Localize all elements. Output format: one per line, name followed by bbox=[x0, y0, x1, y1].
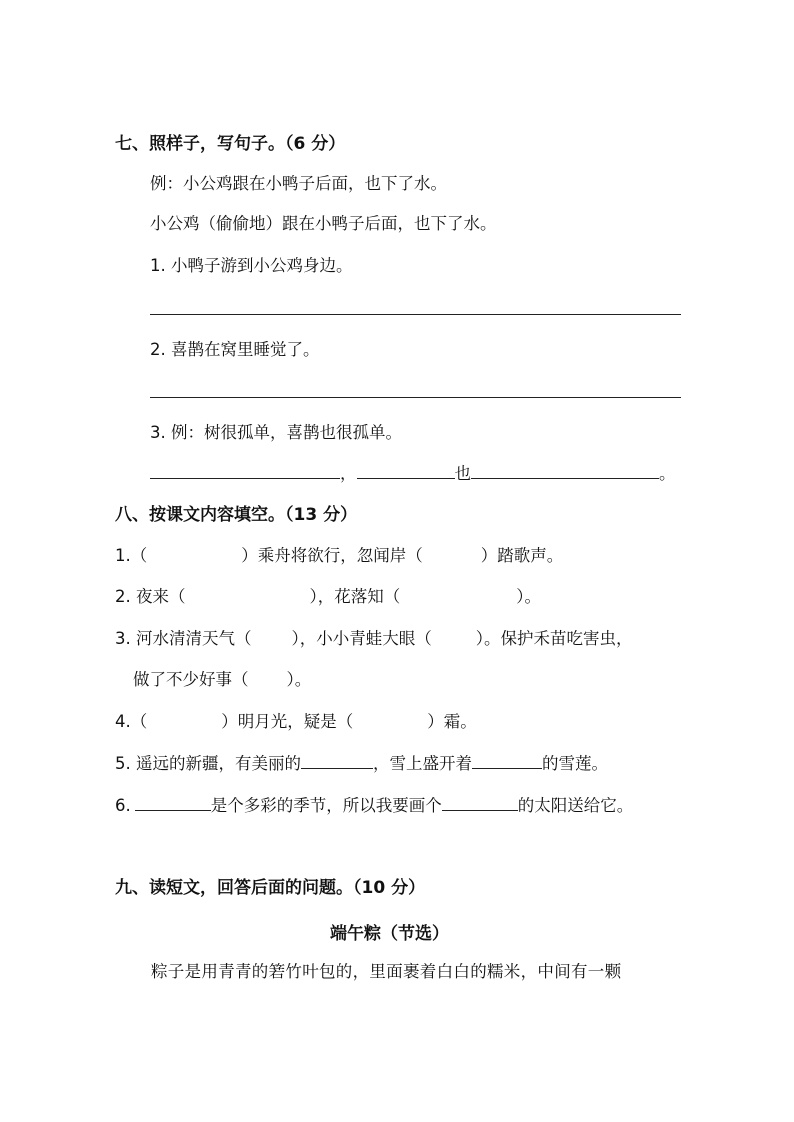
section-7-example-a: 例：小公鸡跟在小鸭子后面，也下了水。 bbox=[150, 174, 447, 193]
section-8-question-3: 3. 河水清清天气（ ），小小青蛙大眼（ ）。保护禾苗吃害虫， bbox=[115, 629, 633, 648]
blank[interactable] bbox=[442, 793, 518, 811]
section-7-question-2: 2. 喜鹊在窝里睡觉了。 bbox=[150, 340, 320, 359]
section-7-example-b: 小公鸡（偷偷地）跟在小鸭子后面，也下了水。 bbox=[150, 214, 497, 233]
answer-line-2[interactable] bbox=[150, 397, 681, 398]
blank[interactable] bbox=[472, 751, 542, 769]
section-8-question-4: 4.（ ）明月光，疑是（ ）霜。 bbox=[115, 712, 477, 731]
passage-title: 端午粽（节选） bbox=[330, 924, 449, 944]
blank[interactable] bbox=[135, 793, 211, 811]
section-8-question-6: 6. 是个多彩的季节，所以我要画个 的太阳送给它。 bbox=[115, 793, 633, 818]
section-7-question-3-fill: ， 也 。 bbox=[150, 461, 676, 486]
blank[interactable] bbox=[357, 461, 455, 479]
section-8-question-1: 1.（ ）乘舟将欲行，忽闻岸（ ）踏歌声。 bbox=[115, 546, 564, 565]
section-7-question-1: 1. 小鸭子游到小公鸡身边。 bbox=[150, 256, 353, 275]
section-7-heading: 七、照样子，写句子。（6 分） bbox=[115, 134, 346, 154]
blank[interactable] bbox=[301, 751, 373, 769]
section-8-question-3-cont: 做了不少好事（ ）。 bbox=[133, 670, 312, 689]
answer-line-1[interactable] bbox=[150, 314, 681, 315]
section-8-heading: 八、按课文内容填空。（13 分） bbox=[115, 505, 358, 525]
passage-paragraph: 粽子是用青青的箬竹叶包的，里面裹着白白的糯米，中间有一颗 bbox=[151, 962, 622, 981]
blank[interactable] bbox=[150, 461, 340, 479]
section-7-question-3: 3. 例：树很孤单，喜鹊也很孤单。 bbox=[150, 423, 402, 442]
section-9-heading: 九、读短文，回答后面的问题。（10 分） bbox=[115, 878, 426, 898]
section-8-question-2: 2. 夜来（ ），花落知（ ）。 bbox=[115, 587, 541, 606]
blank[interactable] bbox=[471, 461, 659, 479]
section-8-question-5: 5. 遥远的新疆，有美丽的 ，雪上盛开着 的雪莲。 bbox=[115, 751, 608, 776]
